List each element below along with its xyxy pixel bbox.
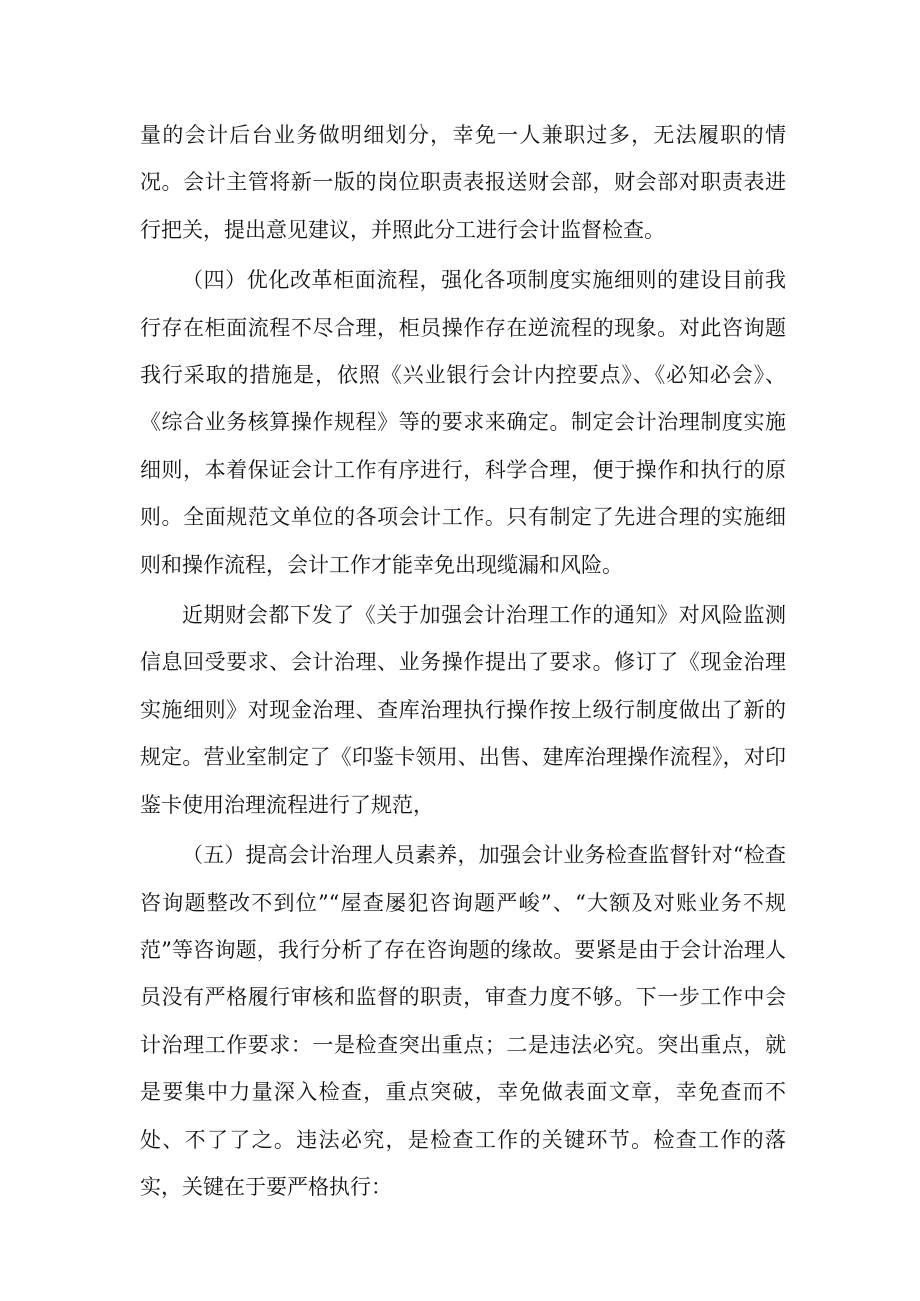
document-body: [140, 112, 786, 1211]
paragraph-4: （五）提高会计治理人员素养，加强会计业务检查监督针对“检查咨询题整改不到位”“屋查屡犯咨询题严峻”、“大额及对账业务不规范”等咨询题，我行分析了存在咨询题的缘故。要紧是由于会计治理人员没有严格履行审核和监督的职责，审查力度不够。下一步工作中会计治理工作要求：一是检查突出重点；二是违法必究。突出重点，就是要集中力量深入检查，重点突破，幸免做表面文章，幸免查而不处、不了了之。违法必究，是检查工作的关键环节。检查工作的落实，关键在于要严格执行：: [140, 843, 786, 1199]
paragraph-2: （四）优化改革柜面流程，强化各项制度实施细则的建设目前我行存在柜面流程不尽合理，柜员操作存在逆流程的现象。对此咨询题我行采取的措施是，依照《兴业银行会计内控要点》、《必知必会》、《综合业务核算操作规程》等的要求来确定。制定会计治理制度实施细则，本着保证会计工作有序进行，科学合理，便于操作和执行的原则。全面规范文单位的各项会计工作。只有制定了先进合理的实施细则和操作流程，会计工作才能幸免出现缆漏和风险。: [140, 268, 786, 577]
paragraph-1: 量的会计后台业务做明细划分，幸免一人兼职过多，无法履职的情况。会计主管将新一版的岗位职责表报送财会部，财会部对职责表进行把关，提出意见建议，并照此分工进行会计监督检查。: [140, 123, 786, 242]
paragraph-3: 近期财会都下发了《关于加强会计治理工作的通知》对风险监测信息回受要求、会计治理、业务操作提出了要求。修订了《现金治理实施细则》对现金治理、查库治理执行操作按上级行制度做出了新的规定。营业室制定了《印鉴卡领用、出售、建库治理操作流程》，对印鉴卡使用治理流程进行了规范，: [140, 603, 786, 817]
